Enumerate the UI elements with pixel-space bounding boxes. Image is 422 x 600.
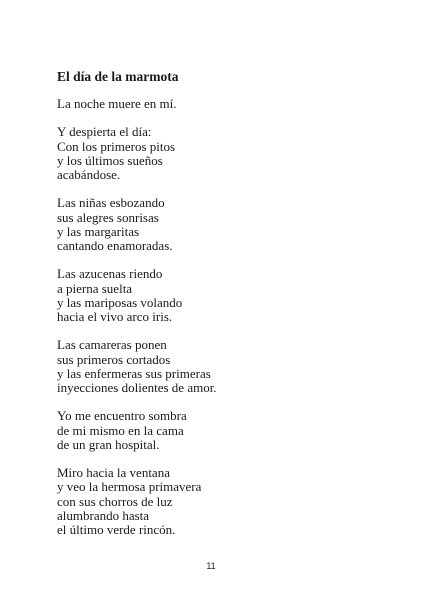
stanza [57, 466, 217, 537]
poem-line: el último verde rincón. [57, 522, 176, 537]
poem-line: sus alegres sonrisas [57, 209, 159, 225]
poem-line: Y despierta el día: [57, 124, 152, 140]
stanza [57, 409, 217, 452]
poem-line: a pierna suelta [57, 280, 133, 296]
poem-line: Las camareras ponen [57, 337, 167, 353]
stanza [57, 338, 217, 395]
poem-title: El día de la marmota [57, 69, 179, 84]
poem-line: Las azucenas riendo [57, 266, 163, 282]
poem-line: Yo me encuentro sombra [57, 408, 187, 424]
stanza [57, 125, 217, 182]
poem-line: alumbrando hasta [57, 507, 150, 523]
poem-body [57, 97, 217, 551]
poem-line: sus primeros cortados [57, 351, 171, 367]
poem-line: con sus chorros de luz [57, 493, 173, 509]
stanza [57, 267, 217, 324]
stanza [57, 97, 217, 111]
poem-line: acabándose. [57, 167, 121, 182]
page-number: 11 [206, 561, 216, 571]
poem-line: La noche muere en mí. [57, 96, 177, 111]
poem-line: cantando enamoradas. [57, 238, 173, 253]
poem-line: Las niñas esbozando [57, 195, 165, 211]
poem-line: y las enfermeras sus primeras [57, 365, 211, 381]
poem-line: de mi mismo en la cama [57, 422, 184, 438]
poem-line: y las mariposas volando [57, 294, 183, 310]
poem-line: de un gran hospital. [57, 436, 160, 452]
poem-line: inyecciones dolientes de amor. [57, 380, 217, 395]
poem-line: Con los primeros pitos [57, 138, 176, 154]
poem-line: y los últimos sueños [57, 152, 163, 168]
poem-line: Miro hacia la ventana [57, 465, 170, 481]
stanza [57, 196, 217, 253]
poem-line: y las margaritas [57, 223, 140, 239]
poem-line: y veo la hermosa primavera [57, 479, 202, 495]
poem-line: hacia el vivo arco iris. [57, 309, 173, 324]
